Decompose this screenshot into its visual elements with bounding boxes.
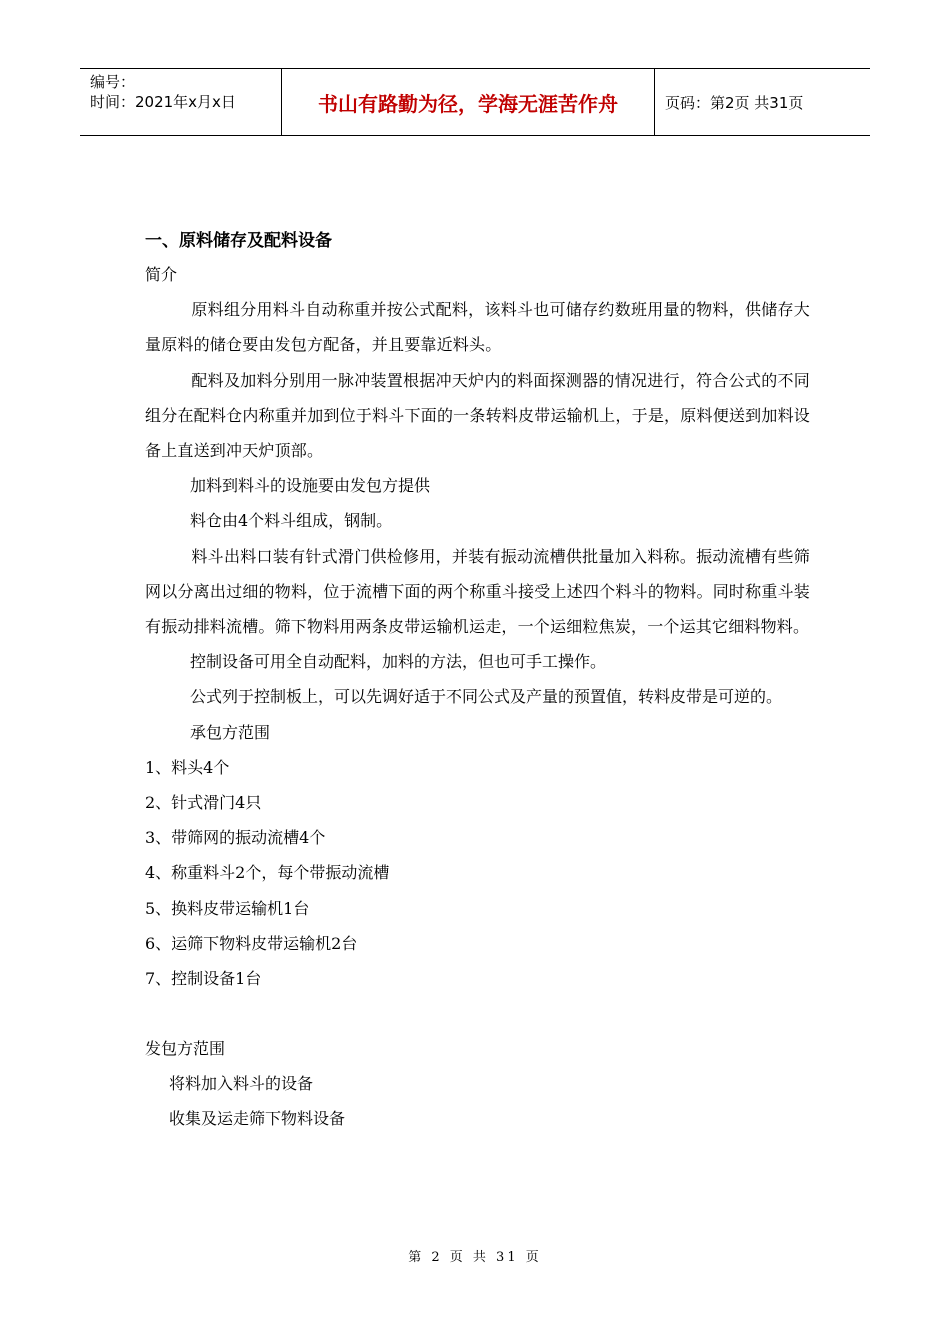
header-page-info: 页码：第2页 共31页 [665,93,804,112]
header-meta [80,69,282,135]
date-label: 时间：2021年x月x日 [90,93,236,111]
owner-scope-heading: 发包方范围 [145,1039,226,1059]
page-footer: 第 2 页 共 31 页 [408,1250,542,1265]
owner-scope-list [145,1066,810,1136]
number-label: 编号： [90,73,136,91]
contractor-scope-heading: 承包方范围 [190,722,271,742]
list-item: 6、运筛下物料皮带运输机2台 [145,933,358,953]
paragraph: 公式列于控制板上，可以先调好适于不同公式及产量的预置值，转料皮带是可逆的。 [190,687,783,707]
list-item: 收集及运走筛下物料设备 [169,1109,346,1129]
list-item: 2、针式滑门4只 [145,792,262,812]
list-item: 将料加入料斗的设备 [169,1074,314,1094]
document-body [145,225,810,1137]
paragraph: 料斗出料口装有针式滑门供检修用，并装有振动流槽供批量加入料称。振动流槽有些筛网以分离出过细的物料，位于流槽下面的两个称重斗接受上述四个料斗的物料。同时称重斗装有振动排料流槽。筛下物料用两条皮带运输机运走，一个运细粒焦炭，一个运其它细料物料。 [145,546,810,636]
list-item: 1、料头4个 [145,757,230,777]
section-title: 一、原料储存及配料设备 [145,231,332,251]
spacer [145,996,810,1031]
list-item: 7、控制设备1台 [145,968,262,988]
header-motto: 书山有路勤为径，学海无涯苦作舟 [282,69,655,135]
page-header [80,68,870,136]
contractor-scope-list [145,750,810,996]
list-item: 5、换料皮带运输机1台 [145,898,310,918]
paragraph: 料仓由4个料斗组成，钢制。 [190,511,393,531]
paragraph: 控制设备可用全自动配料，加料的方法，但也可手工操作。 [190,652,607,672]
paragraph: 配料及加料分别用一脉冲装置根据冲天炉内的料面探测器的情况进行，符合公式的不同组分在配料仓内称重并加到位于料斗下面的一条转料皮带运输机上，于是，原料便送到加料设备上直送到冲天炉顶部。 [145,370,810,460]
paragraph: 原料组分用料斗自动称重并按公式配料，该料斗也可储存约数班用量的物料，供储存大量原料的储仓要由发包方配备，并且要靠近料头。 [145,300,810,355]
list-item: 3、带筛网的振动流槽4个 [145,828,326,848]
paragraph: 加料到料斗的设施要由发包方提供 [190,476,431,496]
list-item: 4、称重料斗2个，每个带振动流槽 [145,863,390,883]
intro-heading: 简介 [145,265,178,284]
